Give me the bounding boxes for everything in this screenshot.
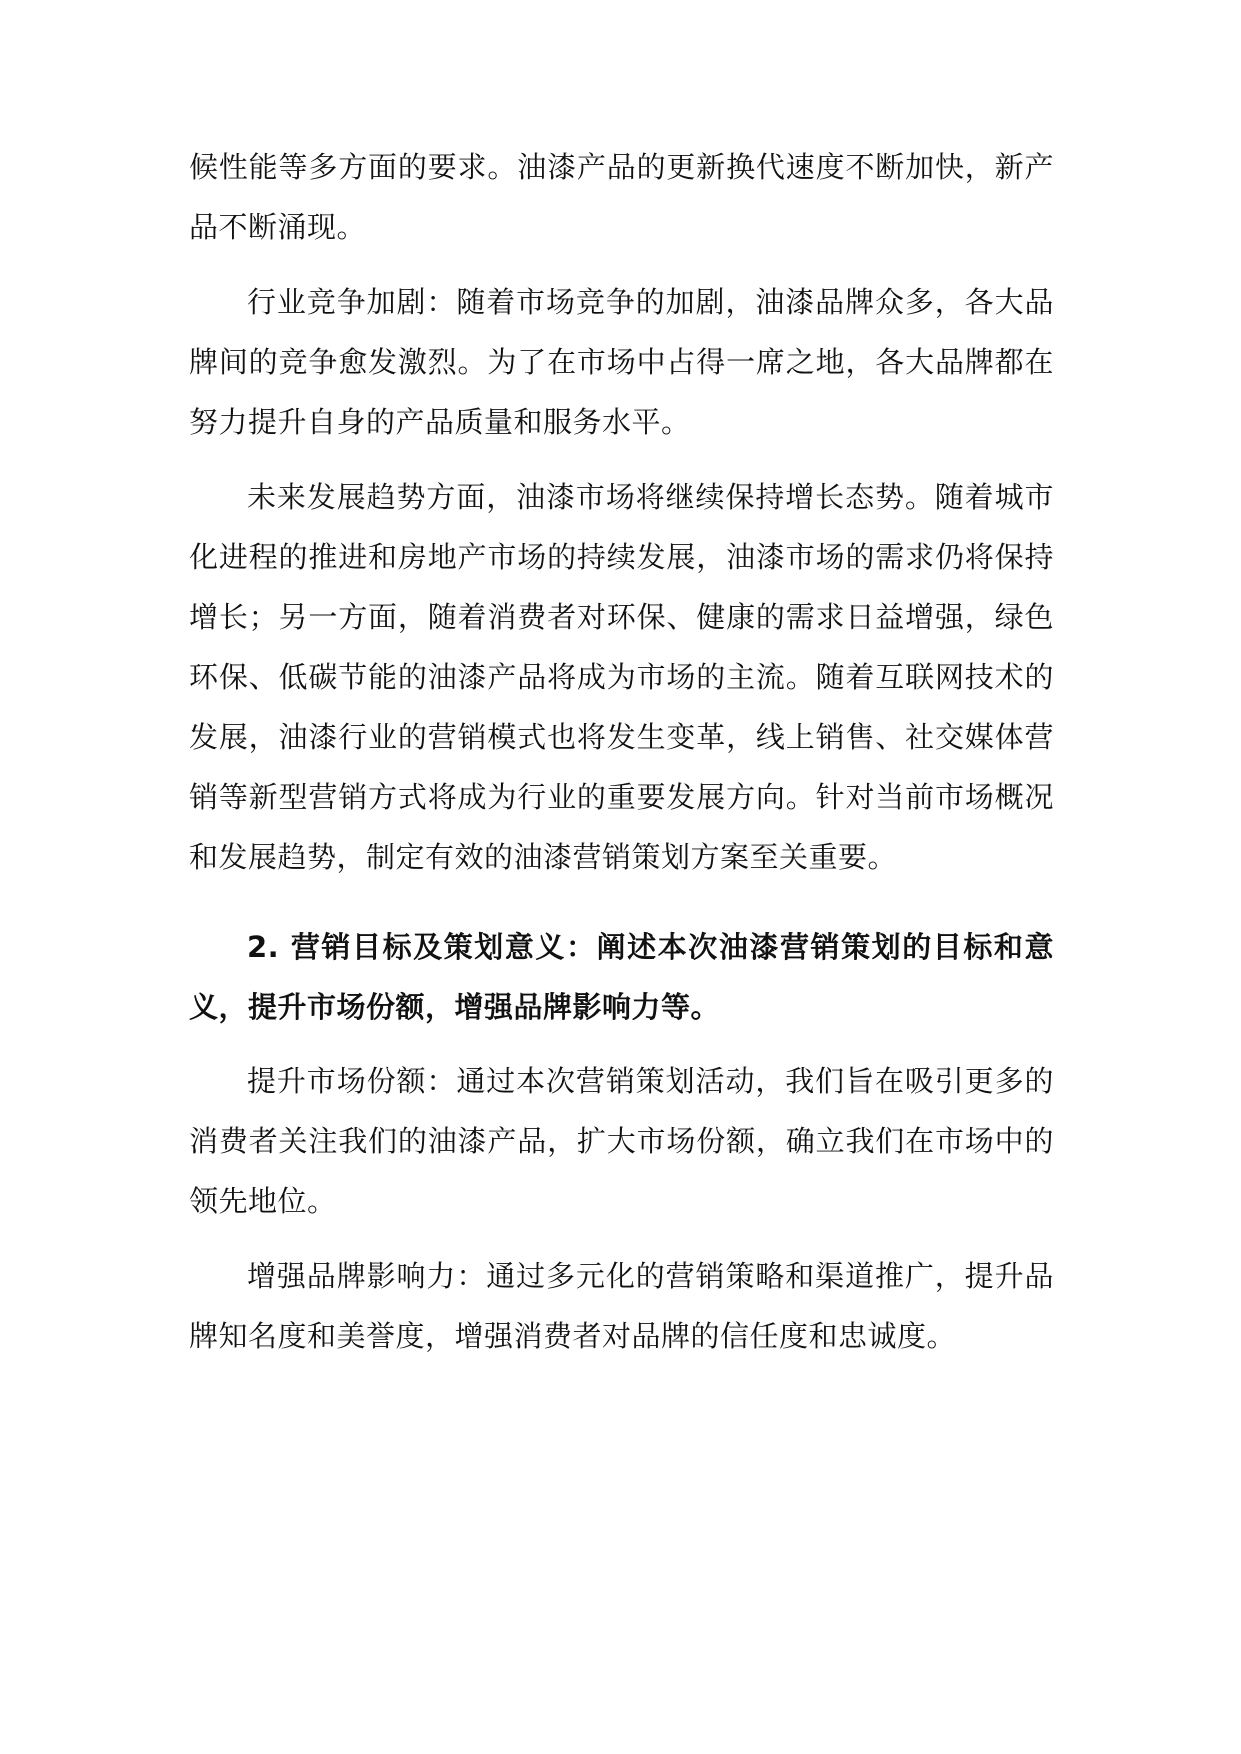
section-heading-marketing-goals: 2. 营销目标及策划意义：阐述本次油漆营销策划的目标和意义，提升市场份额，增强品牌影响力等。 — [189, 930, 1054, 1024]
paragraph-brand-influence: 增强品牌影响力：通过多元化的营销策略和渠道推广，提升品牌知名度和美誉度，增强消费者对品牌的信任度和忠诚度。 — [189, 1259, 1054, 1353]
document-body — [189, 137, 1054, 1381]
paragraph-market-share: 提升市场份额：通过本次营销策划活动，我们旨在吸引更多的消费者关注我们的油漆产品，扩大市场份额，确立我们在市场中的领先地位。 — [189, 1064, 1054, 1218]
paragraph-continuation: 候性能等多方面的要求。油漆产品的更新换代速度不断加快，新产品不断涌现。 — [189, 150, 1054, 244]
paragraph-industry-competition: 行业竞争加剧：随着市场竞争的加剧，油漆品牌众多，各大品牌间的竞争愈发激烈。为了在市场中占得一席之地，各大品牌都在努力提升自身的产品质量和服务水平。 — [189, 285, 1054, 439]
paragraph-future-trends: 未来发展趋势方面，油漆市场将继续保持增长态势。随着城市化进程的推进和房地产市场的持续发展，油漆市场的需求仍将保持增长；另一方面，随着消费者对环保、健康的需求日益增强，绿色环保、低碳节能的油漆产品将成为市场的主流。随着互联网技术的发展，油漆行业的营销模式也将发生变革，线上销售、社交媒体营销等新型营销方式将成为行业的重要发展方向。针对当前市场概况和发展趋势，制定有效的油漆营销策划方案至关重要。 — [189, 480, 1054, 874]
